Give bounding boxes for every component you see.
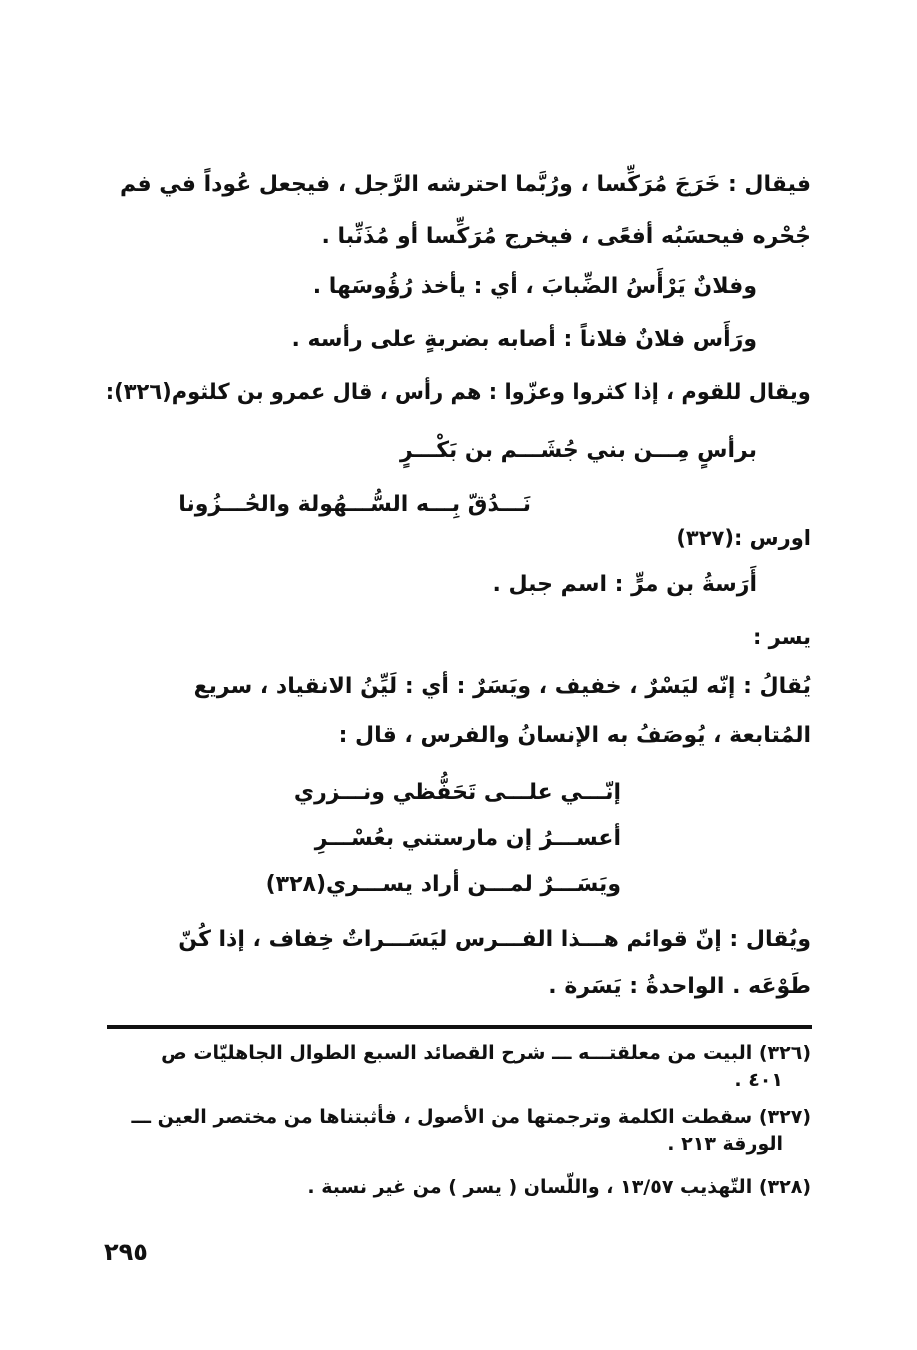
- entry-heading: اورس :(٣٢٧): [676, 526, 811, 550]
- verse-line: برأسٍ مِـــن بني جُشَـــم بن بَكْـــرٍ: [399, 438, 757, 463]
- body-line: ويقال للقوم ، إذا كثروا وعزّوا : هم رأس ، قال عمرو بن كلثوم(٣٢٦):: [106, 380, 811, 405]
- body-line: ويُقال : إنّ قوائم هـــذا الفـــرس ليَسَـــراتٌ خِفاف ، إذا كُنّ: [178, 927, 811, 952]
- body-line: يُقالُ : إنّه ليَسْرٌ ، خفيف ، ويَسَرٌ : أي : لَيِّنُ الانقياد ، سريع: [193, 674, 811, 699]
- body-line: جُحْره فيحسَبُه أفعًى ، فيخرج مُرَكِّسا أو مُذَنِّبا .: [321, 224, 811, 249]
- footnote: ٤٠١ .: [734, 1069, 783, 1091]
- body-line: فيقال : خَرَجَ مُرَكِّسا ، ورُبَّما احترشه الرَّجل ، فيجعل عُوداً في فم: [119, 172, 811, 197]
- body-line: طَوْعَه . الواحدةُ : يَسَرة .: [548, 974, 811, 999]
- verse-line: أعســـرُ إن مارستني بعُسْـــرِ: [314, 826, 621, 851]
- body-line: وفلانٌ يَرْأَسُ الضِّبابَ ، أي : يأخذ رُؤُوسَها .: [312, 274, 757, 299]
- verse-line: إنّـــي علـــى تَحَفُّظي ونـــزري: [293, 780, 621, 805]
- entry-heading: يسر :: [752, 625, 811, 649]
- verse-line: نَـــدُقّ بِـــه السُّـــهُولة والحُـــزُونا: [178, 492, 531, 517]
- footnote: الورقة ٢١٣ .: [667, 1133, 783, 1155]
- verse-line: ويَسَـــرٌ لمـــن أراد يســـري(٣٢٨): [265, 872, 621, 897]
- body-line: المُتابعة ، يُوصَفُ به الإنسانُ والفرس ، قال :: [338, 723, 811, 748]
- body-line: أَرَسةُ بن مرٍّ : اسم جبل .: [492, 572, 757, 597]
- footnote: (٣٢٨) التّهذيب ١٣/٥٧ ، واللّسان ( يسر ) من غير نسبة .: [307, 1176, 811, 1198]
- footnote: (٣٢٦) البيت من معلقتـــه ـــ شرح القصائد السبع الطوال الجاهليّات ص: [161, 1042, 811, 1064]
- footnote-divider: [107, 1025, 812, 1029]
- footnote: (٣٢٧) سقطت الكلمة وترجمتها من الأصول ، فأثبتناها من مختصر العين ـــ: [131, 1106, 811, 1128]
- page-number: ٢٩٥: [104, 1238, 148, 1266]
- body-line: ورَأَس فلانٌ فلاناً : أصابه بضربةٍ على رأسه .: [291, 327, 757, 352]
